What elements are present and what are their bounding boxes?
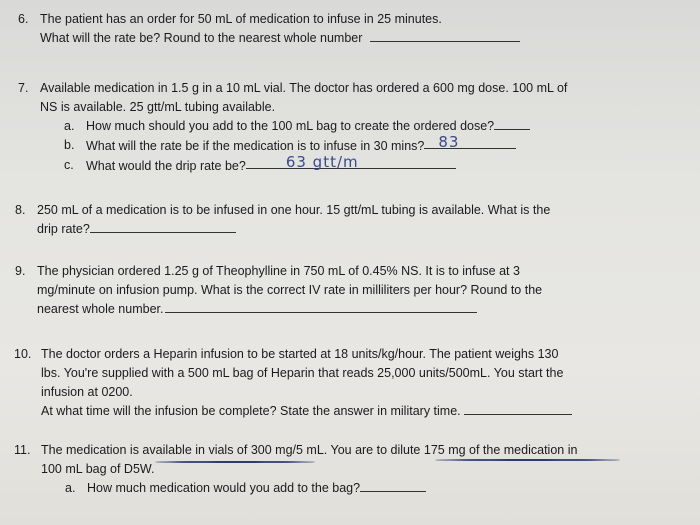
pen-underline: [435, 459, 620, 461]
question-text: nearest whole number.: [37, 302, 164, 316]
question-number: 9.: [15, 264, 26, 278]
sub-question-c: [40, 153, 567, 176]
question-text: The medication is available in vials of 300 mg/5 mL. You are to dilute 175 mg of the medication in: [41, 443, 578, 457]
sub-label: b.: [64, 138, 75, 152]
question-text: The physician ordered 1.25 g of Theophylline in 750 mL of 0.45% NS. It is to infuse at 3: [37, 264, 520, 278]
sub-text: What will the rate be if the medication is to infuse in 30 mins?: [86, 139, 425, 153]
question-9: [15, 262, 543, 319]
question-7: [18, 79, 568, 176]
sub-label: c.: [64, 158, 74, 172]
question-number: 7.: [18, 81, 29, 95]
question-text: Available medication in 1.5 g in a 10 mL vial. The doctor has ordered a 600 mg dose. 100 mL of: [40, 81, 568, 95]
answer-blank[interactable]: [424, 133, 516, 151]
answer-blank[interactable]: [360, 479, 426, 492]
sub-text: How much should you add to the 100 mL bag to create the ordered dose?: [86, 119, 495, 133]
question-text: drip rate?: [37, 222, 90, 236]
question-text: mg/minute on infusion pump. What is the correct IV rate in milliliters per hour? Round to the: [37, 283, 543, 297]
answer-blank[interactable]: [165, 300, 477, 313]
sub-question-a: [41, 479, 577, 498]
question-10: [14, 345, 572, 421]
question-text: infusion at 0200.: [41, 385, 133, 399]
pen-underline: [155, 461, 315, 463]
question-number: 10.: [14, 347, 32, 361]
answer-blank[interactable]: [494, 117, 530, 130]
question-text: At what time will the infusion be complete? State the answer in military time.: [41, 404, 461, 418]
answer-blank[interactable]: [370, 29, 520, 42]
question-text: NS is available. 25 gtt/mL tubing available.: [40, 100, 276, 114]
question-text: 100 mL bag of D5W.: [41, 462, 155, 476]
handwritten-answer: 63 gtt/m: [285, 153, 359, 171]
question-number: 6.: [18, 12, 29, 26]
sub-question-a: [40, 117, 567, 136]
question-6: [18, 10, 520, 48]
question-number: 8.: [15, 203, 26, 217]
question-text: The patient has an order for 50 mL of medication to infuse in 25 minutes.: [40, 12, 442, 26]
answer-blank[interactable]: [246, 153, 456, 171]
handwritten-answer: 83: [438, 133, 460, 151]
question-text: lbs. You're supplied with a 500 mL bag of Heparin that reads 25,000 units/500mL. You start the: [41, 366, 564, 380]
sub-text: How much medication would you add to the bag?: [87, 481, 361, 495]
question-8: [15, 201, 551, 239]
question-number: 11.: [14, 443, 31, 457]
answer-blank[interactable]: [90, 220, 236, 233]
question-text: What will the rate be? Round to the nearest whole number: [40, 31, 363, 45]
question-11: [14, 441, 578, 498]
question-text: 250 mL of a medication is to be infused in one hour. 15 gtt/mL tubing is available. What is the: [37, 203, 551, 217]
sub-label: a.: [64, 119, 75, 133]
sub-label: a.: [65, 481, 76, 495]
answer-blank[interactable]: [464, 402, 572, 415]
question-text: The doctor orders a Heparin infusion to be started at 18 units/kg/hour. The patient weighs 130: [41, 347, 559, 361]
sub-text: What would the drip rate be?: [86, 159, 246, 173]
